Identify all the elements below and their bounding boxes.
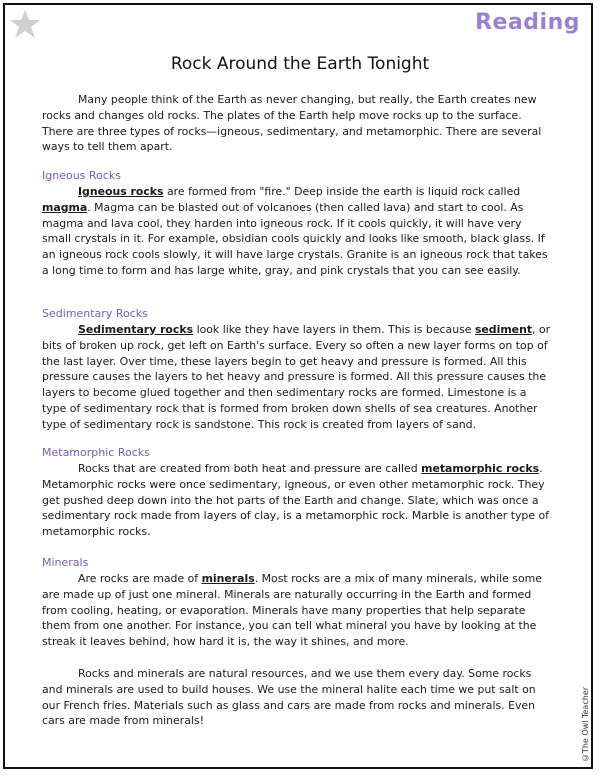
copyright-credit: ©The Owl Teacher [581,686,590,762]
igneous-text-1: are formed from "fire." Deep inside the earth is liquid rock called [163,185,521,198]
term-sedimentary-rocks: Sedimentary rocks [78,323,194,336]
term-igneous-rocks: Igneous rocks [78,185,164,198]
sedimentary-text-2: , or bits of broken up rock, get left on Earth's surface. Every so often a new layer forms on top of the last layer. Over time, these layers begin to get heavy and pressure is formed. All this pressure causes the layers to het heavy and pressure is formed. All this pressure causes the layers to become glued together and then sedimentary rocks are formed. Limestone is a type of sedimentary rock that is formed from broken down shells of sea creatures. Another type of sedimentary rock is sandstone. This rock is created from layers of sand. [42,323,551,431]
minerals-text-1: Are rocks are made of [78,572,202,585]
igneous-paragraph [42,184,552,279]
section-heading-metamorphic: Metamorphic Rocks [42,446,150,459]
section-heading-igneous: Igneous Rocks [42,169,121,182]
section-heading-minerals: Minerals [42,556,89,569]
intro-paragraph: Many people think of the Earth as never changing, but really, the Earth creates new rocks and changes old rocks. The plates of the Earth help move rocks up to the surface. There are three types of rocks—igneous, sedimentary, and metamorphic. There are several ways to tell them apart. [42,93,542,154]
igneous-text-2: . Magma can be blasted out of volcanoes (then called lava) and start to cool. As magma and lava cool, they harden into igneous rock. If it cools quickly, it will have very small crystals in it. For example, obsidian cools quickly and looks like smooth, black glass. If an igneous rock cools slowly, it will have large crystals. Granite is an igneous rock that takes a long time to form and has large white, gray, and pink crystals that you can see easily. [42,200,548,277]
term-minerals: minerals [201,572,255,585]
minerals-paragraph [42,571,552,650]
sedimentary-paragraph [42,322,552,433]
metamorphic-text-1: Rocks that are created from both heat and pressure are called [78,462,422,475]
minerals-text-2: . Most rocks are a mix of many minerals, while some are made up of just one mineral. Minerals are naturally occurring in the Earth and formed from cooling, heating, or evaporation. Minerals have many properties that help separate them from one another. For instance, you can tell what mineral you have by looking at the streak it leaves behind, how hard it is, the way it shines, and more. [42,572,542,649]
term-metamorphic-rocks: metamorphic rocks [421,462,540,475]
term-sediment: sediment [474,323,533,336]
star-icon [9,9,41,39]
closing-paragraph: Rocks and minerals are natural resources, and we use them every day. Some rocks and minerals are used to build houses. We use the mineral halite each time we put salt on our French fries. Materials such as glass and cars are made from rocks and minerals. Even cars are made from minerals! [42,667,536,728]
sedimentary-text-1: look like they have layers in them. This is because [193,323,475,336]
metamorphic-text-2: . Metamorphic rocks were once sedimentary, igneous, or even other metamorphic rock. They get pushed deep down into the hot parts of the Earth and change. Slate, which was once a sedimentary rock made from layers of clay, is a metamorphic rock. Marble is another type of metamorphic rocks. [42,462,550,539]
page-title: Rock Around the Earth Tonight [170,54,430,74]
section-heading-sedimentary: Sedimentary Rocks [42,307,148,320]
metamorphic-paragraph [42,461,552,540]
reading-tag: Reading [475,10,580,35]
term-magma: magma [42,200,88,214]
